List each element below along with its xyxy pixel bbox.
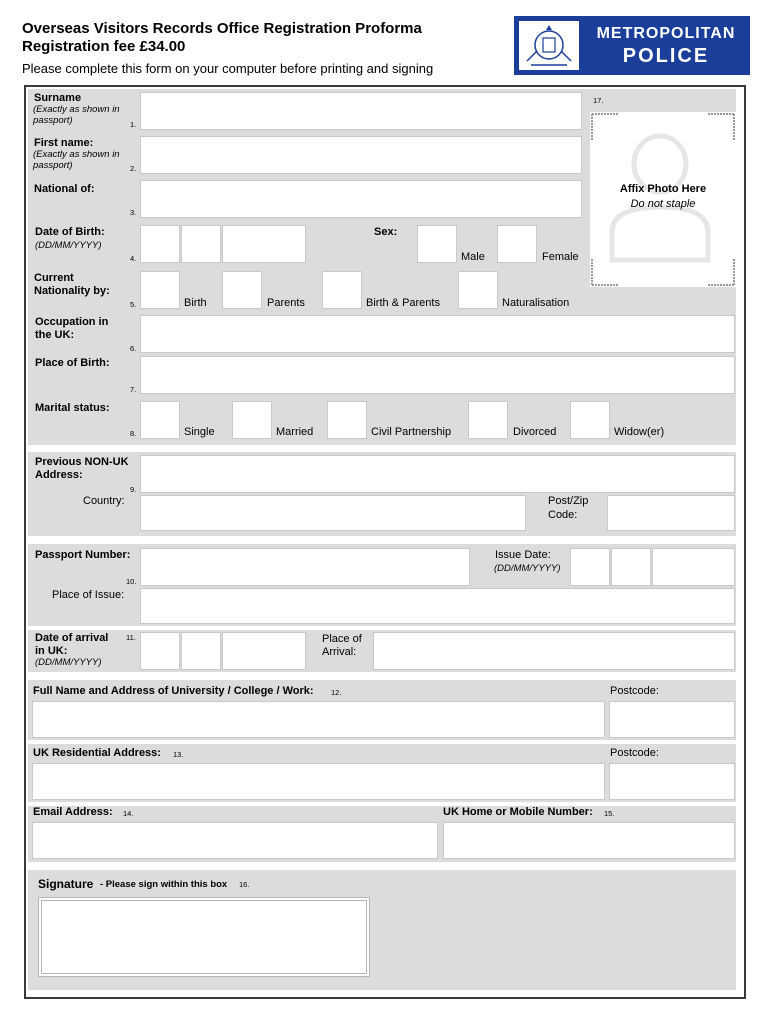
logo-line2: POLICE	[622, 45, 710, 67]
arrival-month-input[interactable]	[181, 632, 221, 670]
nationality-naturalisation-label: Naturalisation	[502, 297, 570, 309]
university-postcode-input[interactable]	[609, 701, 735, 738]
residential-input[interactable]	[32, 763, 605, 800]
occupation-label: Occupation in the UK:	[35, 316, 109, 341]
marital-divorced-box[interactable]	[468, 401, 508, 439]
marital-label: Marital status:	[35, 402, 110, 414]
passport-label: Passport Number:	[35, 549, 131, 561]
country-input[interactable]	[140, 495, 526, 531]
university-label: Full Name and Address of University / College / Work:	[33, 685, 314, 697]
surname-number: 1.	[130, 120, 137, 129]
surname-hint: (Exactly as shown in passport)	[33, 104, 120, 126]
university-postcode-label: Postcode:	[610, 685, 659, 697]
issue-date-label: Issue Date:	[495, 549, 551, 561]
residential-postcode-input[interactable]	[609, 763, 735, 800]
nationality-birth-label: Birth	[184, 297, 207, 309]
marital-married-box[interactable]	[232, 401, 272, 439]
marital-civil-box[interactable]	[327, 401, 367, 439]
nationality-birth-parents-box[interactable]	[322, 271, 362, 309]
photo-number: 17.	[593, 96, 604, 105]
sex-male-label: Male	[461, 251, 485, 263]
signature-sub: - Please sign within this box	[100, 879, 228, 890]
nationality-birth-parents-label: Birth & Parents	[366, 297, 440, 309]
residential-number: 13.	[173, 750, 184, 759]
nationality-label: Current Nationality by:	[34, 272, 110, 297]
sex-female-box[interactable]	[497, 225, 537, 263]
first-name-input[interactable]	[140, 136, 582, 174]
prev-address-input[interactable]	[140, 455, 735, 493]
issue-day-input[interactable]	[570, 548, 610, 586]
passport-number: 10.	[126, 577, 137, 586]
nationality-birth-box[interactable]	[140, 271, 180, 309]
issue-date-hint: (DD/MM/YYYY)	[494, 563, 561, 574]
marital-married-label: Married	[276, 426, 314, 438]
dob-month-input[interactable]	[181, 225, 221, 263]
occupation-input[interactable]	[140, 315, 735, 353]
instruction-text: Please complete this form on your computer before printing and signing	[22, 61, 434, 76]
crest-icon	[518, 20, 580, 71]
residential-label: UK Residential Address:	[33, 747, 161, 759]
first-name-label: First name:	[34, 137, 94, 149]
passport-input[interactable]	[140, 548, 470, 586]
place-issue-input[interactable]	[140, 588, 735, 624]
arrival-year-input[interactable]	[222, 632, 306, 670]
postzip-input[interactable]	[607, 495, 735, 531]
dob-number: 4.	[130, 254, 137, 263]
arrival-hint: (DD/MM/YYYY)	[35, 657, 102, 668]
nationality-number: 5.	[130, 300, 137, 309]
arrival-day-input[interactable]	[140, 632, 180, 670]
place-of-birth-number: 7.	[130, 385, 137, 394]
phone-input[interactable]	[443, 822, 735, 859]
postzip-label: Post/Zip Code:	[548, 495, 589, 521]
dob-hint: (DD/MM/YYYY)	[35, 240, 102, 251]
email-input[interactable]	[32, 822, 438, 859]
logo-line1: METROPOLITAN	[596, 25, 736, 42]
national-of-label: National of:	[34, 183, 95, 195]
photo-note: Do not staple	[630, 198, 696, 210]
marital-divorced-label: Divorced	[513, 426, 557, 438]
photo-label: Affix Photo Here	[619, 183, 707, 195]
sex-male-box[interactable]	[417, 225, 457, 263]
residential-postcode-label: Postcode:	[610, 747, 659, 759]
marital-civil-label: Civil Partnership	[371, 426, 452, 438]
place-arrival-input[interactable]	[373, 632, 735, 670]
arrival-label: Date of arrival in UK:	[35, 632, 109, 657]
arrival-number: 11.	[126, 633, 136, 642]
email-label: Email Address:	[33, 806, 113, 818]
surname-label: Surname	[34, 92, 82, 104]
sex-female-label: Female	[542, 251, 579, 263]
first-name-hint: (Exactly as shown in passport)	[33, 149, 120, 171]
phone-number: 15.	[604, 809, 615, 818]
signature-label: Signature	[38, 877, 94, 891]
phone-label: UK Home or Mobile Number:	[443, 806, 593, 818]
place-issue-label: Place of Issue:	[52, 589, 125, 601]
national-of-input[interactable]	[140, 180, 582, 218]
surname-input[interactable]	[140, 92, 582, 130]
place-of-birth-input[interactable]	[140, 356, 735, 394]
met-police-logo	[514, 16, 750, 75]
form-title: Overseas Visitors Records Office Registration Proforma	[22, 20, 422, 37]
occupation-number: 6.	[130, 344, 137, 353]
sex-label: Sex:	[374, 226, 398, 238]
university-number: 12.	[331, 688, 342, 697]
first-name-number: 2.	[130, 164, 137, 173]
national-of-number: 3.	[130, 208, 137, 217]
university-input[interactable]	[32, 701, 605, 738]
nationality-naturalisation-box[interactable]	[458, 271, 498, 309]
signature-number: 16.	[239, 880, 250, 889]
nationality-parents-label: Parents	[267, 297, 305, 309]
signature-box[interactable]	[38, 897, 370, 977]
dob-label: Date of Birth:	[35, 226, 105, 238]
email-number: 14.	[123, 809, 134, 818]
prev-address-label: Previous NON-UK Address:	[35, 456, 129, 481]
marital-single-box[interactable]	[140, 401, 180, 439]
issue-year-input[interactable]	[652, 548, 735, 586]
country-label: Country:	[83, 495, 125, 507]
place-of-birth-label: Place of Birth:	[35, 357, 110, 369]
prev-address-number: 9.	[130, 485, 137, 494]
dob-day-input[interactable]	[140, 225, 180, 263]
issue-month-input[interactable]	[611, 548, 651, 586]
marital-number: 8.	[130, 429, 137, 438]
marital-widow-box[interactable]	[570, 401, 610, 439]
marital-single-label: Single	[184, 426, 215, 438]
marital-widow-label: Widow(er)	[614, 426, 665, 438]
nationality-parents-box[interactable]	[222, 271, 262, 309]
registration-fee: Registration fee £34.00	[22, 38, 186, 55]
place-arrival-label: Place of Arrival:	[322, 633, 362, 658]
dob-year-input[interactable]	[222, 225, 306, 263]
